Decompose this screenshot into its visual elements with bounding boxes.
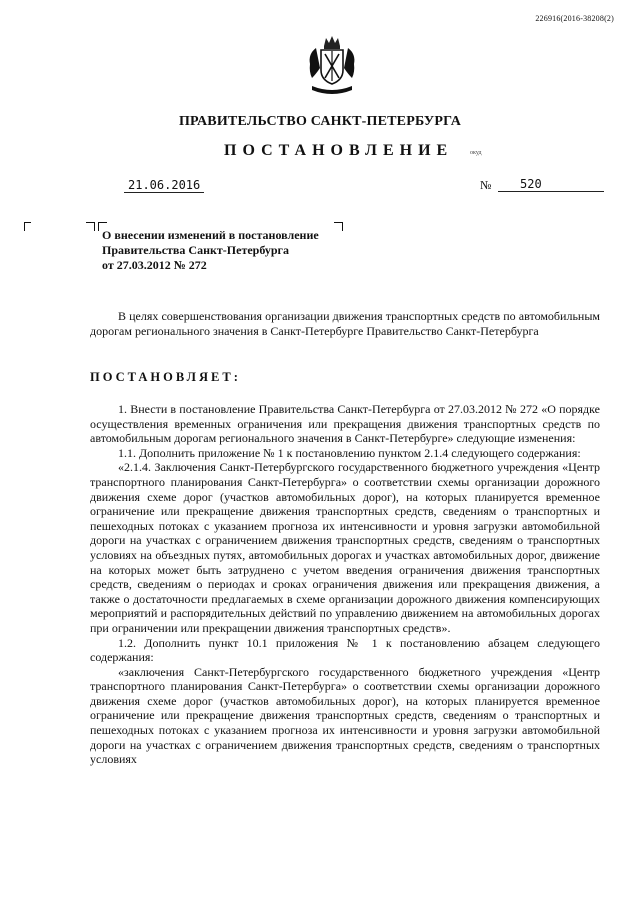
paragraph-last: «заключения Санкт-Петербургского государственного бюджетного учреждения «Центр транспортного планирования Санкт-Петербурга» о соответствии схемы организации дорожного движения схеме дорог (участков автомобильных дорог), на которых планируется временное ограничение или прекращение движения транспортных средств, сведениям о транспортных и пешеходных потоках с указанием прогноза их интенсивности и уровня загрузки автомобильной дороги на участках с ограничением движения транспортных средств, сведениям о транспортных условиях <box>90 664 600 767</box>
okud-label: окуд <box>470 150 482 156</box>
subject-line: О внесении изменений в постановление <box>102 228 319 242</box>
document-date: 21.06.2016 <box>124 178 204 193</box>
subject-line: Правительства Санкт-Петербурга <box>102 243 290 257</box>
paragraph-2-1-4: «2.1.4. Заключения Санкт-Петербургского государственного бюджетного учреждения «Центр транспортного планирования Санкт-Петербурга» о соответствии схемы организации дорожного движения схеме дорог (участков автомобильных дорог), на которых планируется временное ограничение или прекращение движения транспортных средств, сведениям о транспортных и пешеходных потоках с указанием прогноза их интенсивности и уровня загрузки автомобильной дороги на участках с ограничением движения транспортных средств, сведениям о транспортных условиях на объездных путях, автомобильных дорогах и участках автомобильных дорог, движение на которых может быть затруднено с учетом введения ограничения движения транспортных средств, сведениям о периодах и сроках ограничения движения или прекращения движения, а также о достаточности предлагаемых в схеме организации дорожного движения компенсирующих мероприятий и распорядительных действий по управлению движением на автомобильных дорогах при ограничении или прекращении движения транспортных средств». <box>90 460 600 635</box>
preamble-paragraph: В целях совершенствования организации движения транспортных средств по автомобильным дорогам регионального значения в Санкт-Петербурге Правительство Санкт-Петербурга <box>90 309 600 338</box>
margin-mark <box>24 222 31 231</box>
coat-of-arms-emblem <box>306 34 358 100</box>
document-type-title: ПОСТАНОВЛЕНИЕ <box>224 142 454 159</box>
document-subject <box>102 228 319 273</box>
number-label: № <box>480 178 492 192</box>
paragraph-1-1: 1.1. Дополнить приложение № 1 к постановлению пунктом 2.1.4 следующего содержания: <box>118 445 581 460</box>
bracket-corner-top-right <box>334 222 343 231</box>
main-body <box>90 402 600 767</box>
document-code: 226916(2016-38208(2) <box>535 14 614 23</box>
subject-line: от 27.03.2012 № 272 <box>102 258 207 272</box>
government-title: ПРАВИТЕЛЬСТВО САНКТ-ПЕТЕРБУРГА <box>178 114 462 129</box>
paragraph-1: 1. Внести в постановление Правительства Санкт-Петербурга от 27.03.2012 № 272 «О порядке осуществления временных ограничения или прекращения движения транспортных средств по автомобильным дорогам регионального значения в Санкт-Петербурге» следующие изменения: <box>90 402 600 446</box>
bracket-corner-top-left <box>86 222 95 231</box>
document-number <box>498 177 604 192</box>
document-number-value: 520 <box>520 177 542 191</box>
resolve-heading: ПОСТАНОВЛЯЕТ: <box>90 370 241 384</box>
paragraph-1-2: 1.2. Дополнить пункт 10.1 приложения № 1 к постановлению абзацем следующего содержания: <box>90 635 600 665</box>
